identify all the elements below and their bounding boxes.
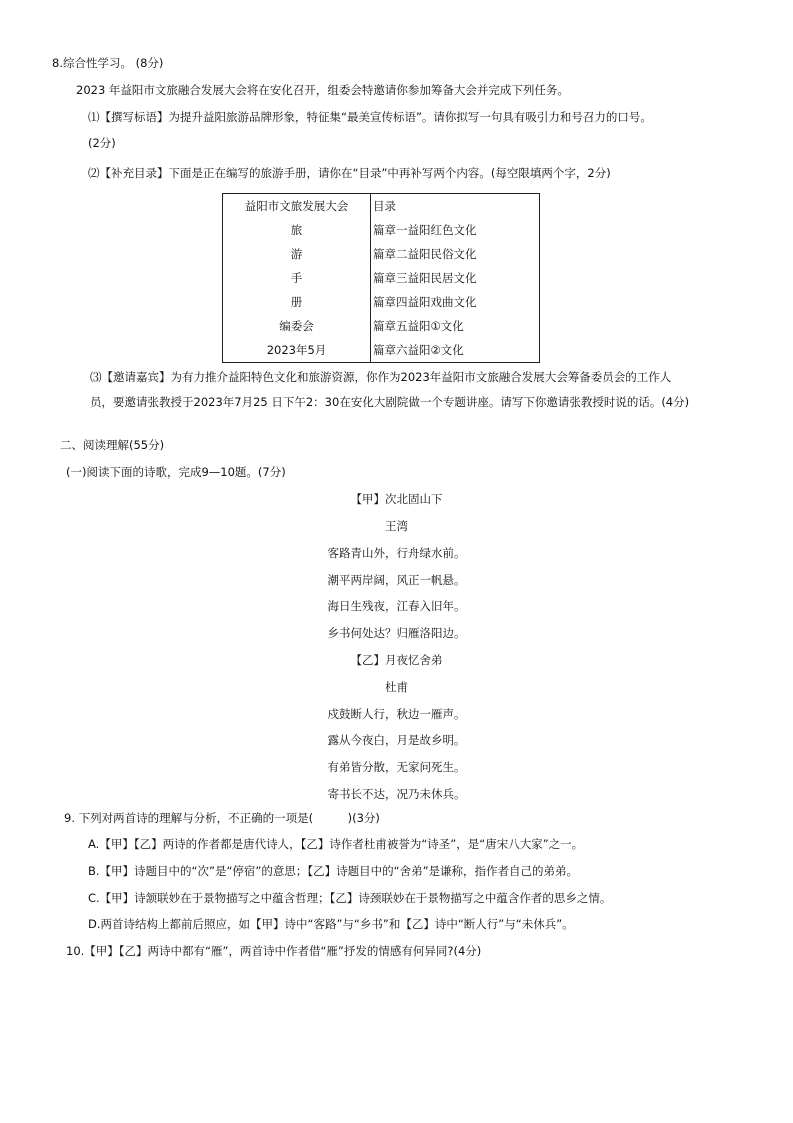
poem-a-line: 潮平两岸阔，风正一帆悬。 (327, 573, 466, 587)
q8-heading: 8.综合性学习。 (8分) (52, 56, 164, 70)
brochure-contents-cell (371, 194, 540, 363)
poem-a-title: 【甲】次北固山下 (350, 492, 443, 506)
contents-line: 篇章三益阳民居文化 (373, 271, 477, 285)
poem-b-line: 有弟皆分散，无家问死生。 (327, 760, 466, 774)
q9-option-d: D.两首诗结构上都前后照应，如【甲】诗中“客路”与“乡书”和【乙】诗中“断人行”与“未休兵”。 (88, 917, 574, 931)
contents-line: 篇章一益阳红色文化 (373, 223, 477, 237)
q8-task1-line2: (2分) (88, 136, 116, 150)
cover-line: 游 (290, 247, 303, 261)
poem-a-author: 王湾 (385, 519, 408, 533)
poem-b-line: 露从今夜白，月是故乡明。 (327, 733, 466, 747)
contents-line: 篇章五益阳①文化 (373, 319, 464, 333)
poem-a-line: 海日生残夜，江春入旧年。 (327, 599, 466, 613)
q9-option-b: B.【甲】诗题目中的“次”是“停宿”的意思；【乙】诗题目中的“舍弟”是谦称，指作者自己的弟弟。 (88, 864, 579, 878)
contents-line: 篇章二益阳民俗文化 (373, 247, 477, 261)
cover-line: 手 (290, 271, 303, 285)
q10-stem: 10.【甲】【乙】两诗中都有“雁”，两首诗中作者借“雁”抒发的情感有何异同?(4分) (66, 944, 482, 958)
contents-line: 篇章四益阳戏曲文化 (373, 295, 477, 309)
poem-a-line: 乡书何处达？归雁洛阳边。 (327, 626, 466, 640)
q8-task1-line1: ⑴【撰写标语】为提升益阳旅游品牌形象，特征集“最美宣传标语”。请你拟写一句具有吸引力和号召力的口号。 (88, 110, 652, 124)
brochure-table (222, 193, 540, 363)
q8-task2: ⑵【补充目录】下面是正在编写的旅游手册，请你在“目录”中再补写两个内容。(每空限填两个字，2分) (88, 166, 611, 180)
section2-heading: 二、阅读理解(55分) (60, 438, 165, 452)
q9-option-c: C.【甲】诗颔联妙在于景物描写之中蕴含哲理；【乙】诗颈联妙在于景物描写之中蕴含作者的思乡之情。 (88, 891, 612, 905)
q8-task3-line2: 员，要邀请张教授于2023年7月25 日下午2：30在安化大剧院做一个专题讲座。请写下你邀请张教授时说的话。(4分) (90, 395, 690, 409)
poem-b-title: 【乙】月夜忆舍弟 (350, 653, 443, 667)
cover-line: 编委会 (279, 319, 314, 333)
section2-sub1: (一)阅读下面的诗歌，完成9—10题。(7分) (66, 465, 286, 479)
brochure-cover-cell (223, 194, 371, 363)
cover-line: 2023年5月 (266, 343, 327, 357)
contents-line: 篇章六益阳②文化 (373, 343, 464, 357)
cover-line: 益阳市文旅发展大会 (244, 199, 349, 213)
q9-stem: 9. 下列对两首诗的理解与分析，不正确的一项是( )(3分) (64, 811, 380, 825)
cover-line: 册 (290, 295, 303, 309)
q9-option-a: A.【甲】【乙】两诗的作者都是唐代诗人，【乙】诗作者杜甫被誉为“诗圣”，是“唐宋八大家”之一。 (88, 837, 584, 851)
cover-line: 旅 (290, 223, 303, 237)
poem-b-line: 寄书长不达，况乃未休兵。 (327, 787, 466, 801)
q8-task3-line1: ⑶【邀请嘉宾】为有力推介益阳特色文化和旅游资源，你作为2023年益阳市文旅融合发展大会筹备委员会的工作人 (90, 370, 672, 384)
contents-line: 目录 (373, 199, 396, 213)
poem-b-author: 杜甫 (385, 680, 408, 694)
poem-a-line: 客路青山外，行舟绿水前。 (327, 546, 466, 560)
q8-intro: 2023 年益阳市文旅融合发展大会将在安化召开，组委会特邀请你参加筹备大会并完成下列任务。 (76, 83, 569, 97)
poem-b-line: 戍鼓断人行，秋边一雁声。 (327, 707, 466, 721)
